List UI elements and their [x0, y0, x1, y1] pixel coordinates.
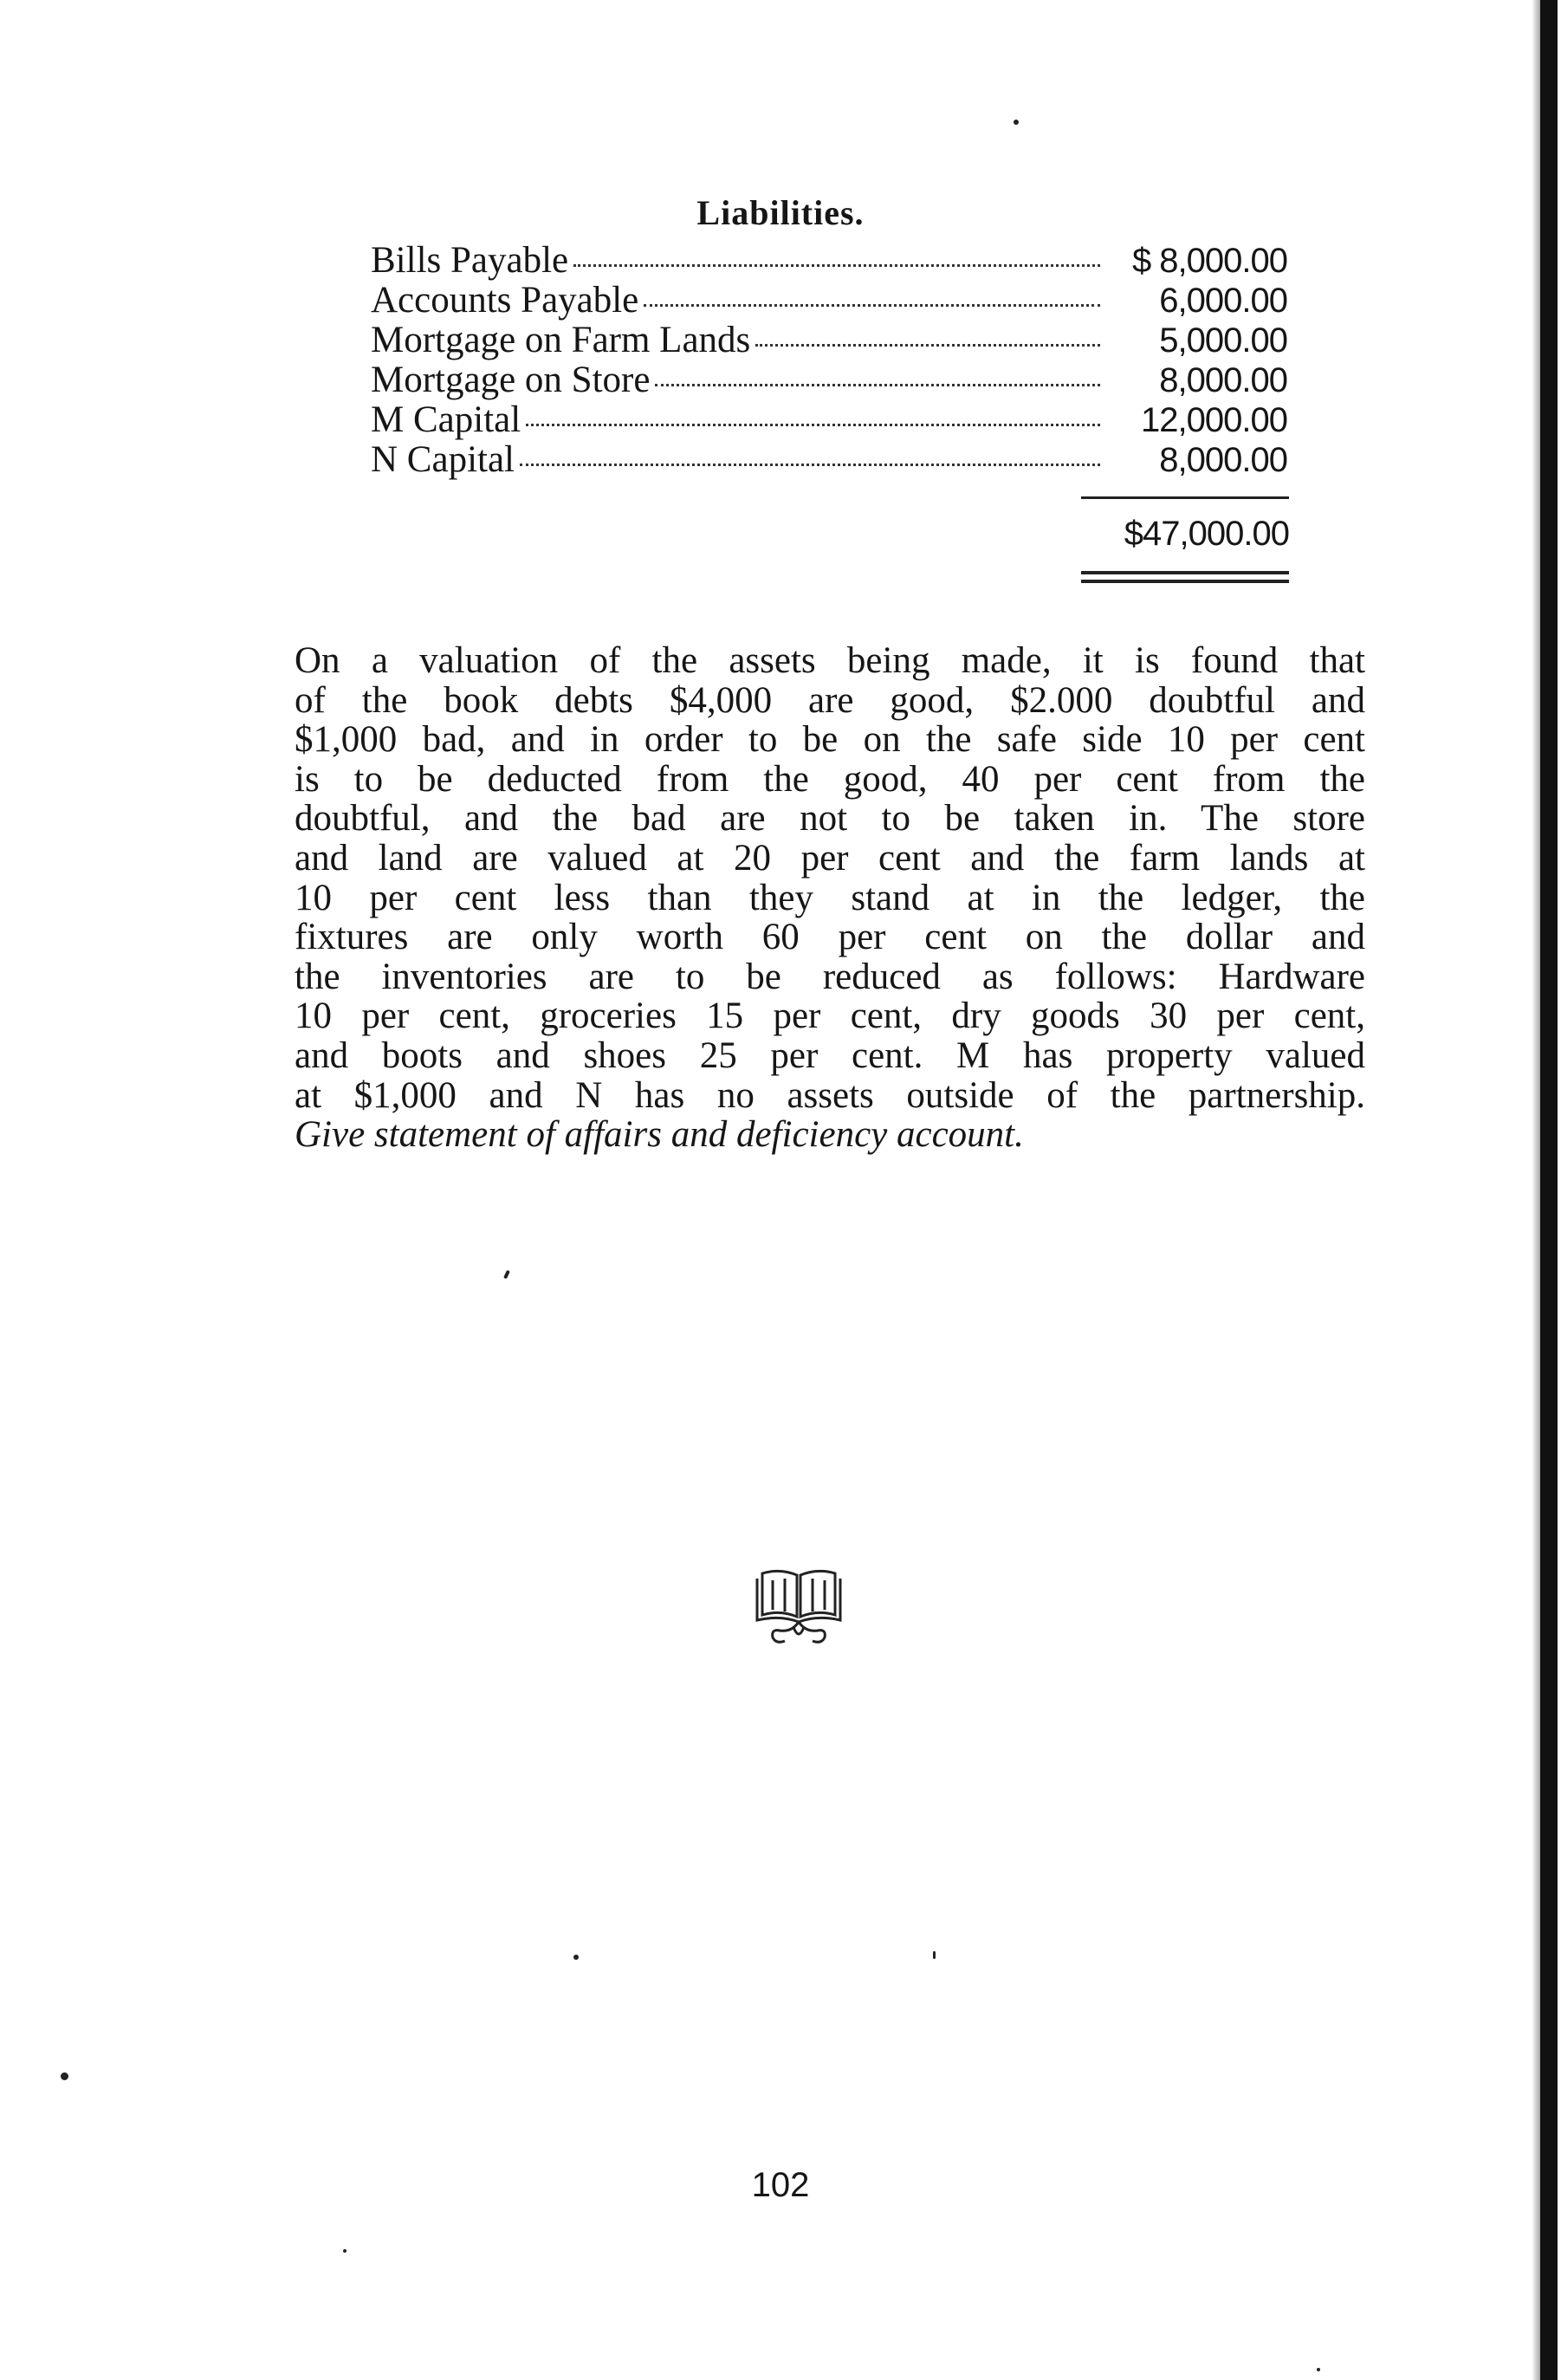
ledger-row: [371, 281, 1287, 321]
scan-edge-shadow: [1540, 0, 1558, 2380]
open-book-icon: [754, 1566, 844, 1650]
ledger-amount: 5,000.00: [1159, 321, 1287, 360]
paragraph-line: 10 per cent, groceries 15 per cent, dry goods 30 per cent,: [295, 995, 1365, 1037]
scan-speck: [503, 1270, 510, 1280]
scan-speck: [1014, 120, 1019, 125]
section-heading: Liabilities.: [696, 193, 865, 232]
scan-speck: [573, 1955, 579, 1960]
ledger-label: Mortgage on Store: [371, 360, 651, 400]
paragraph-line: doubtful, and the bad are not to be taken in. The store: [295, 798, 1365, 840]
ledger-row: [371, 400, 1287, 440]
ledger-row: [371, 321, 1287, 360]
ledger-label: M Capital: [371, 399, 521, 440]
paragraph-line: On a valuation of the assets being made, it is found that: [295, 640, 1365, 681]
dot-leader: [520, 464, 1100, 466]
ledger-amount: 6,000.00: [1159, 282, 1287, 320]
ledger-label: Bills Payable: [371, 240, 569, 281]
scan-speck: [933, 1951, 936, 1959]
total-rule: [1081, 496, 1289, 499]
page-number: 102: [751, 2166, 810, 2204]
scan-speck: [343, 2249, 347, 2253]
ledger-amount: 8,000.00: [1159, 361, 1287, 399]
ledger-label: Mortgage on Farm Lands: [371, 320, 751, 360]
paragraph-line: and boots and shoes 25 per cent. M has property valued: [295, 1034, 1365, 1076]
ledger-amount: 8,000.00: [1159, 441, 1287, 479]
ledger-amount: 12,000.00: [1141, 401, 1287, 439]
paragraph-line: and land are valued at 20 per cent and the farm lands at: [295, 837, 1365, 879]
double-underline: [1081, 571, 1289, 583]
ledger-row: [371, 241, 1287, 281]
dot-leader: [526, 424, 1100, 426]
dot-leader: [755, 344, 1100, 347]
dot-leader: [655, 384, 1100, 386]
paragraph-line: at $1,000 and N has no assets outside of the partnership.: [295, 1074, 1365, 1116]
paragraph-line: the inventories are to be reduced as follows: Hardware: [295, 956, 1365, 997]
liabilities-total: $47,000.00: [1124, 515, 1289, 553]
paragraph-line: 10 per cent less than they stand at in the ledger, the: [295, 877, 1365, 918]
scan-speck: [1317, 2368, 1320, 2371]
ledger-label: Accounts Payable: [371, 280, 639, 321]
paragraph-line: is to be deducted from the good, 40 per cent from the: [295, 758, 1365, 800]
problem-paragraph: [295, 641, 1365, 1155]
dot-leader: [644, 304, 1100, 307]
ledger-amount: $ 8,000.00: [1131, 242, 1287, 280]
ledger-label: N Capital: [371, 439, 515, 480]
paragraph-line: of the book debts $4,000 are good, $2.000 doubtful and: [295, 679, 1365, 721]
paragraph-line: fixtures are only worth 60 per cent on the dollar and: [295, 917, 1365, 958]
instruction-line: Give statement of affairs and deficiency account.: [295, 1114, 1024, 1156]
scan-speck: [61, 2072, 68, 2080]
liabilities-list: [371, 241, 1287, 480]
ledger-row: [371, 360, 1287, 400]
ledger-row: [371, 440, 1287, 480]
paragraph-line: $1,000 bad, and in order to be on the safe side 10 per cent: [295, 719, 1365, 761]
dot-leader: [573, 264, 1100, 267]
